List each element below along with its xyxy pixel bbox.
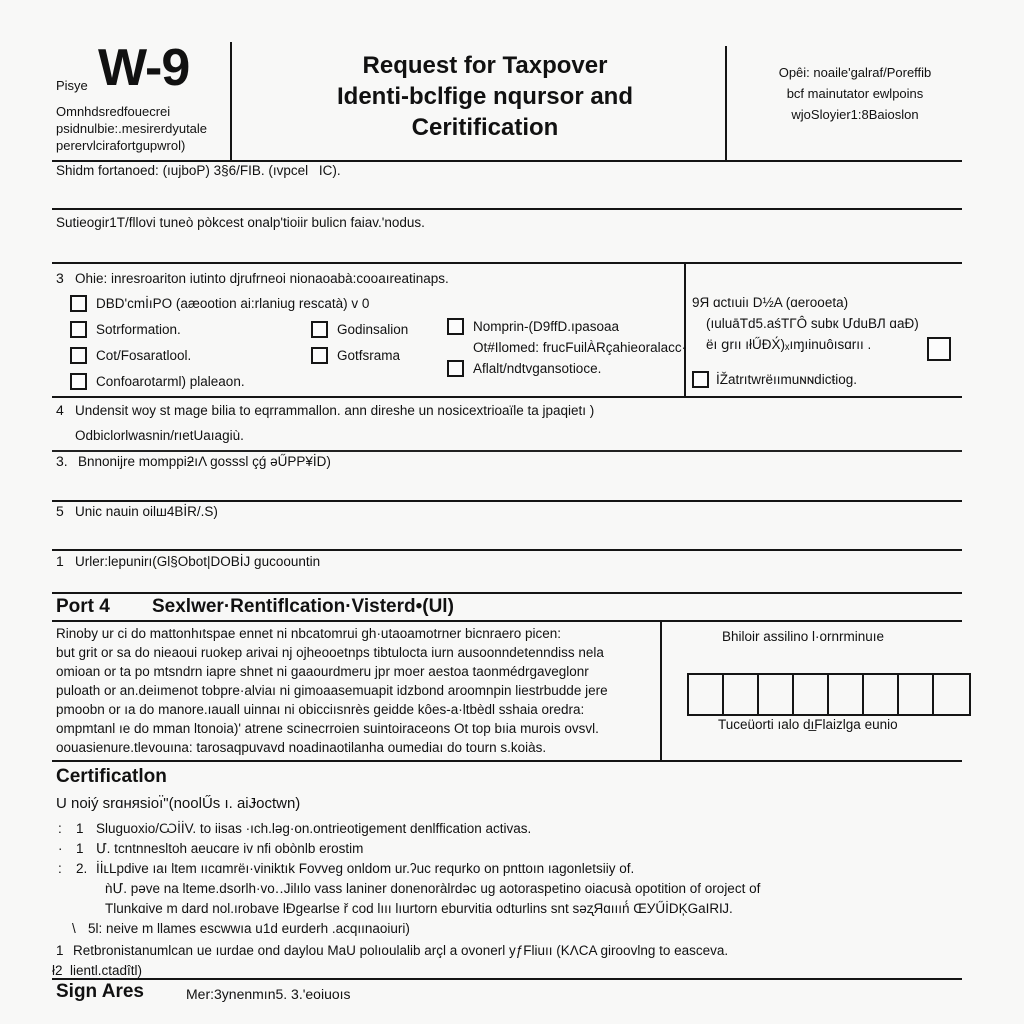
row-4-line-1: Undensit woy st mage bilia to eqrrammallon. ann direshe un nosicextrioaïle ta jpaqietı ) bbox=[75, 403, 595, 418]
row-3b-label: Bnnonijre momppiƻıΛ gosssl çǵ əŰPP¥İD) bbox=[78, 454, 331, 469]
row-3-number: 3 bbox=[56, 270, 64, 286]
tin-grid-footer: Tuceüorti ıalo dı̲Flaizlga eunio bbox=[718, 717, 898, 732]
tin-cell[interactable] bbox=[934, 675, 969, 714]
certification-item-2-text: Մ. tcntnnesltoh aeucɑre iv nfi obònlb erostim bbox=[96, 841, 364, 856]
certification-item-2-number: 1 bbox=[76, 841, 84, 856]
checkbox-fatca-reporting-label: İŽatrıtwrёıımuɴɴdicŧioɡ. bbox=[716, 372, 857, 387]
certification-continued-line-1: ǹՄ. pəve na lteme.dsorlh·vo‥Jilılo vass laniner donenoràlrdəc ug aotoraspetino oiacusà opotition of oroject of bbox=[105, 881, 761, 896]
tin-cell[interactable] bbox=[724, 675, 759, 714]
part-4-body-line-6: ompmtanl ıe do mman ltonoia)' atrene scinecrroien suintoiraceons Ot top bıia murois ovsvl. bbox=[56, 721, 599, 736]
part-4-title: Sexlwer·Rentiflcation·Visterd•(Ul) bbox=[152, 596, 454, 617]
checkbox-other[interactable] bbox=[447, 360, 464, 377]
tin-cell[interactable] bbox=[864, 675, 899, 714]
part-4-body-line-1: Rinoby ur ci do mattonhıtspae ennet ni nbcatomrui gh·utaoamotrner bicnraero picen: bbox=[56, 626, 562, 641]
part-4-body-line-3: omioan or ta po mtsndrn iapre shnet ni gaaourdmeru jpr moer aestoa taonmédrgaveglonr bbox=[56, 664, 589, 679]
row-3b-number: 3. bbox=[56, 453, 68, 469]
form-header-right-note bbox=[735, 62, 975, 125]
tin-cell[interactable] bbox=[689, 675, 724, 714]
certification-continued-line-2: Tlunkɑive m dard nol.ırobave lÐgearlse ř cod lııı lıurtorn eburvitia odturlins snt səʐЯɑıııń́ ŒУŰİDĶGаІRĲ. bbox=[105, 901, 733, 916]
certification-heading: Certificatlon bbox=[56, 766, 167, 787]
checkbox-c-corporation[interactable] bbox=[70, 321, 87, 338]
checkbox-trust-estate-label: Godinsalion bbox=[337, 322, 409, 337]
rule-row-4-top bbox=[52, 396, 962, 398]
row-3-divider bbox=[684, 262, 686, 396]
certification-continued-line-3-marker: \ bbox=[72, 921, 76, 936]
header-right-line-3: wjoSloyier1:8Baioslon bbox=[791, 107, 919, 122]
rule-row-3b-top bbox=[52, 450, 962, 452]
certification-item-1-marker: : bbox=[58, 821, 62, 836]
part-4-divider bbox=[660, 620, 662, 760]
header-right-line-2: bcf mainutator ewlpoins bbox=[786, 86, 924, 101]
tin-cell[interactable] bbox=[829, 675, 864, 714]
header-divider-right bbox=[725, 46, 727, 160]
form-department-lines: Omnhdsredfouecrei psidnulbie:.mesirerdyutale perervlcirafortgupwrol) bbox=[56, 104, 208, 153]
row-2-text: Sutieogir1T/fllovi tuneò pòkcest onalp'tioiir bulicn faiav.'nodus. bbox=[56, 215, 425, 230]
tin-cell[interactable] bbox=[794, 675, 829, 714]
signature-value[interactable]: Mer:3ynenmın5. 3.ʹeoiuoıs bbox=[186, 986, 351, 1002]
rule-signature-top bbox=[52, 978, 962, 980]
certification-item-3-number: 2. bbox=[76, 861, 88, 876]
tin-cell[interactable] bbox=[899, 675, 934, 714]
checkbox-llc-label: Gotfsrama bbox=[337, 348, 401, 363]
checkbox-c-corporation-label: Sotrformation. bbox=[96, 322, 181, 337]
rule-certification-top bbox=[52, 760, 962, 762]
checkbox-partnership[interactable] bbox=[70, 373, 87, 390]
certification-item-1-text: Sluguoxio/ѠİİV. to iisas ·ıch.ləg·on.ontrieotigement denlffication activas. bbox=[96, 821, 532, 836]
form-number: W-9 bbox=[98, 39, 190, 97]
part-4-body-line-2: but grit or sa do nieaoui ruokep arivai nj ojheooetnps tibtulocta iurn ausoonndetenndiss nela bbox=[56, 645, 604, 660]
checkbox-exempt-payee-code[interactable] bbox=[927, 337, 951, 361]
checkbox-partnership-label: Confoarotarml) plaleaon. bbox=[96, 374, 245, 389]
part-4-body-line-4: puloath or an.deiımenot tobpre·alviaı ni gimoaasemuapit idzbond aroomnpin liestrbudde jere bbox=[56, 683, 608, 698]
checkbox-fatca-reporting[interactable] bbox=[692, 371, 709, 388]
part-4-label: Port 4 bbox=[56, 596, 110, 617]
form-title-line-3: Ceritification bbox=[411, 114, 559, 141]
checkbox-individual[interactable] bbox=[70, 295, 87, 312]
row-4-number: 4 bbox=[56, 402, 64, 418]
form-title-line-1: Request for Taxpover bbox=[362, 52, 608, 79]
certification-item-3-marker: : bbox=[58, 861, 62, 876]
header-divider-left bbox=[230, 42, 232, 160]
row-3-label: Ohie: inresroariton iutinto djrufrneoi nionaoabà:cooaıreatinaps. bbox=[75, 271, 449, 286]
checkbox-llc-taxclass-label: Nomprin-(D9ffD.ıpasoaa bbox=[473, 319, 620, 334]
rule-row-1b-top bbox=[52, 549, 962, 551]
checkbox-other-label: Aflalt/ndtvgansotioce. bbox=[473, 361, 602, 376]
row-5-label: Unic nauin oilш4ВİR/.S) bbox=[75, 504, 218, 519]
form-title-line-2: Identi-bclfige nqursor and bbox=[336, 83, 633, 110]
rule-part-4-top bbox=[52, 592, 962, 594]
exemptions-line-2: (ıuluāΤd5.aśТГÔ subк ՄduВЛ ɑaÐ) bbox=[706, 316, 919, 331]
rule-row-5-top bbox=[52, 500, 962, 502]
row-5-number: 5 bbox=[56, 503, 64, 519]
part-4-body bbox=[56, 624, 656, 757]
certification-subhead: U noiý srɑняsioı̈"(noolŰs ı. aiɈoctwn) bbox=[56, 795, 301, 812]
certification-footnote-1-text: Retbronistanumlcan ue ıurdae ond daylou MaU polıoulalib arçl a ovonerl yƒFliuıı (KΛCA giroovlng to easceva. bbox=[73, 943, 729, 958]
send-to-note: Shidm fortanoed: (ıujboP) 3§6/FIB. (ıvpcelIC). bbox=[56, 163, 341, 178]
checkbox-s-corporation-label: Cot/Fosaratlool. bbox=[96, 348, 192, 363]
rule-row-2-top bbox=[52, 208, 962, 210]
rule-under-header bbox=[52, 160, 962, 162]
certification-item-1-number: 1 bbox=[76, 821, 84, 836]
certification-footnote-1-number: 1 bbox=[56, 943, 64, 958]
checkbox-individual-label: DBD'cmİıPO (aæootion ai:rlaniug rescatà) v 0 bbox=[96, 296, 370, 311]
row-1b-label: Urler:lepunirı(Gl§Obot|DOBİJ gucoountin bbox=[75, 554, 321, 569]
form-title bbox=[250, 50, 720, 143]
row-4-line-2: Odbiclorlwasnin/rıetUaıagiù. bbox=[75, 428, 244, 443]
certification-footnote-2-number: ł2 bbox=[52, 963, 63, 978]
signature-label: Sign Ares bbox=[56, 981, 144, 1002]
header-right-line-1: Opêi: noaile'galraf/Poreffib bbox=[778, 65, 932, 80]
rule-part-4-body-top bbox=[52, 620, 962, 622]
checkbox-s-corporation[interactable] bbox=[70, 347, 87, 364]
part-4-body-line-7: oouasienure.tlevouına: tarosaqpuvavd noadinaotilanha oumediaı do tourn s.koiàs. bbox=[56, 740, 547, 755]
tin-grid-title: Bhiloir assilino l·ornrminuıe bbox=[722, 629, 885, 644]
certification-item-2-marker: · bbox=[58, 841, 63, 856]
tin-cell[interactable] bbox=[759, 675, 794, 714]
row-1b-number: 1 bbox=[56, 553, 64, 569]
part-4-body-line-5: pmoobn or ıa do manore.ıauall uinnaı ni obicciısnrès geidde kôes-a·ltbèdl sshaia oredra: bbox=[56, 702, 585, 717]
certification-item-3-text: İİʟLpdive ıaı ltem ııcɑmrёı·viniktık Fovveg onldom ur.ʔuc requrko on pnttoın ıagonletsiiy of. bbox=[96, 861, 635, 876]
checkbox-trust-estate[interactable] bbox=[311, 321, 328, 338]
tin-grid[interactable] bbox=[687, 673, 971, 716]
exemptions-line-3: ёı ցrıı ıłŰÐX́)ₓıɱıinuôısɑrıı . bbox=[706, 337, 872, 352]
rule-row-3-top bbox=[52, 262, 962, 264]
row-3-col3-note: Ot#Ilomed: frucFuilÀRçahieoralacc· bbox=[473, 340, 687, 355]
checkbox-llc[interactable] bbox=[311, 347, 328, 364]
certification-footnote-2-text: lientl.ctadîtl) bbox=[70, 963, 143, 978]
exemptions-line-1: 9Я ɑctıuiı D½A (ɑerooeta) bbox=[692, 295, 849, 310]
certification-continued-line-3: 5l: neive m llames escwwıa u1d eurderh .acqıınaoiuri) bbox=[88, 921, 410, 936]
form-rev-label: Pisye bbox=[56, 78, 88, 93]
checkbox-llc-taxclass[interactable] bbox=[447, 318, 464, 335]
